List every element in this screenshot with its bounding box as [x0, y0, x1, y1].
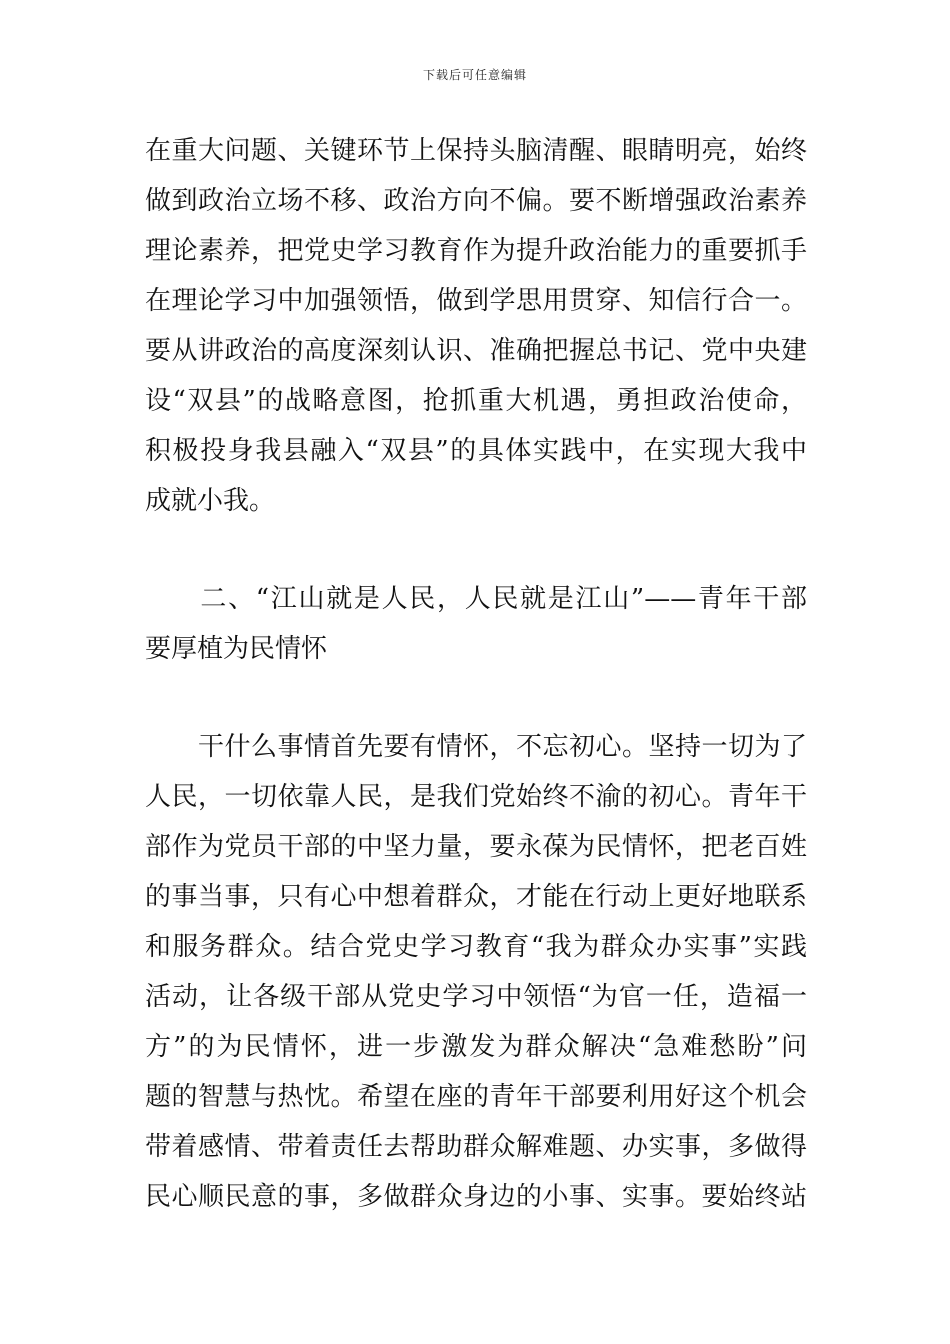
section-heading-two: [145, 574, 807, 674]
header-note: 下载后可任意编辑: [422, 68, 527, 82]
text-line: 民心顺民意的事，多做群众身边的小事、实事。要始终站: [145, 1182, 807, 1212]
text-line: 和服务群众。结合党史学习教育“我为群众办实事”实践: [145, 932, 807, 962]
paragraph-political-stance: [145, 126, 807, 526]
text-line: 带着感情、带着责任去帮助群众解难题、办实事，多做得: [145, 1132, 807, 1162]
heading-line: 要厚植为民情怀: [145, 634, 328, 664]
text-line: 的事当事，只有心中想着群众，才能在行动上更好地联系: [145, 882, 807, 912]
text-line: 理论素养，把党史学习教育作为提升政治能力的重要抓手: [145, 236, 807, 266]
text-line: 做到政治立场不移、政治方向不偏。要不断增强政治素养: [145, 186, 807, 216]
text-line: 干什么事情首先要有情怀，不忘初心。坚持一切为了: [145, 732, 807, 762]
text-line: 要从讲政治的高度深刻认识、准确把握总书记、党中央建: [145, 336, 807, 366]
text-line: 方”的为民情怀，进一步激发为群众解决“急难愁盼”问: [145, 1032, 807, 1062]
text-line: 成就小我。: [145, 486, 276, 516]
text-line: 积极投身我县融入“双县”的具体实践中，在实现大我中: [145, 436, 807, 466]
text-line: 设“双县”的战略意图，抢抓重大机遇，勇担政治使命，: [145, 386, 807, 416]
text-line: 人民，一切依靠人民，是我们党始终不渝的初心。青年干: [145, 782, 807, 812]
heading-line: 二、“江山就是人民，人民就是江山”——青年干部: [145, 584, 807, 614]
text-line: 在理论学习中加强领悟，做到学思用贯穿、知信行合一。: [145, 286, 807, 316]
text-line: 活动，让各级干部从党史学习中领悟“为官一任，造福一: [145, 982, 807, 1012]
text-line: 题的智慧与热忱。希望在座的青年干部要利用好这个机会: [145, 1082, 807, 1112]
paragraph-people-sentiment: [145, 722, 807, 1222]
text-line: 部作为党员干部的中坚力量，要永葆为民情怀，把老百姓: [145, 832, 807, 862]
text-line: 在重大问题、关键环节上保持头脑清醒、眼睛明亮，始终: [145, 136, 807, 166]
